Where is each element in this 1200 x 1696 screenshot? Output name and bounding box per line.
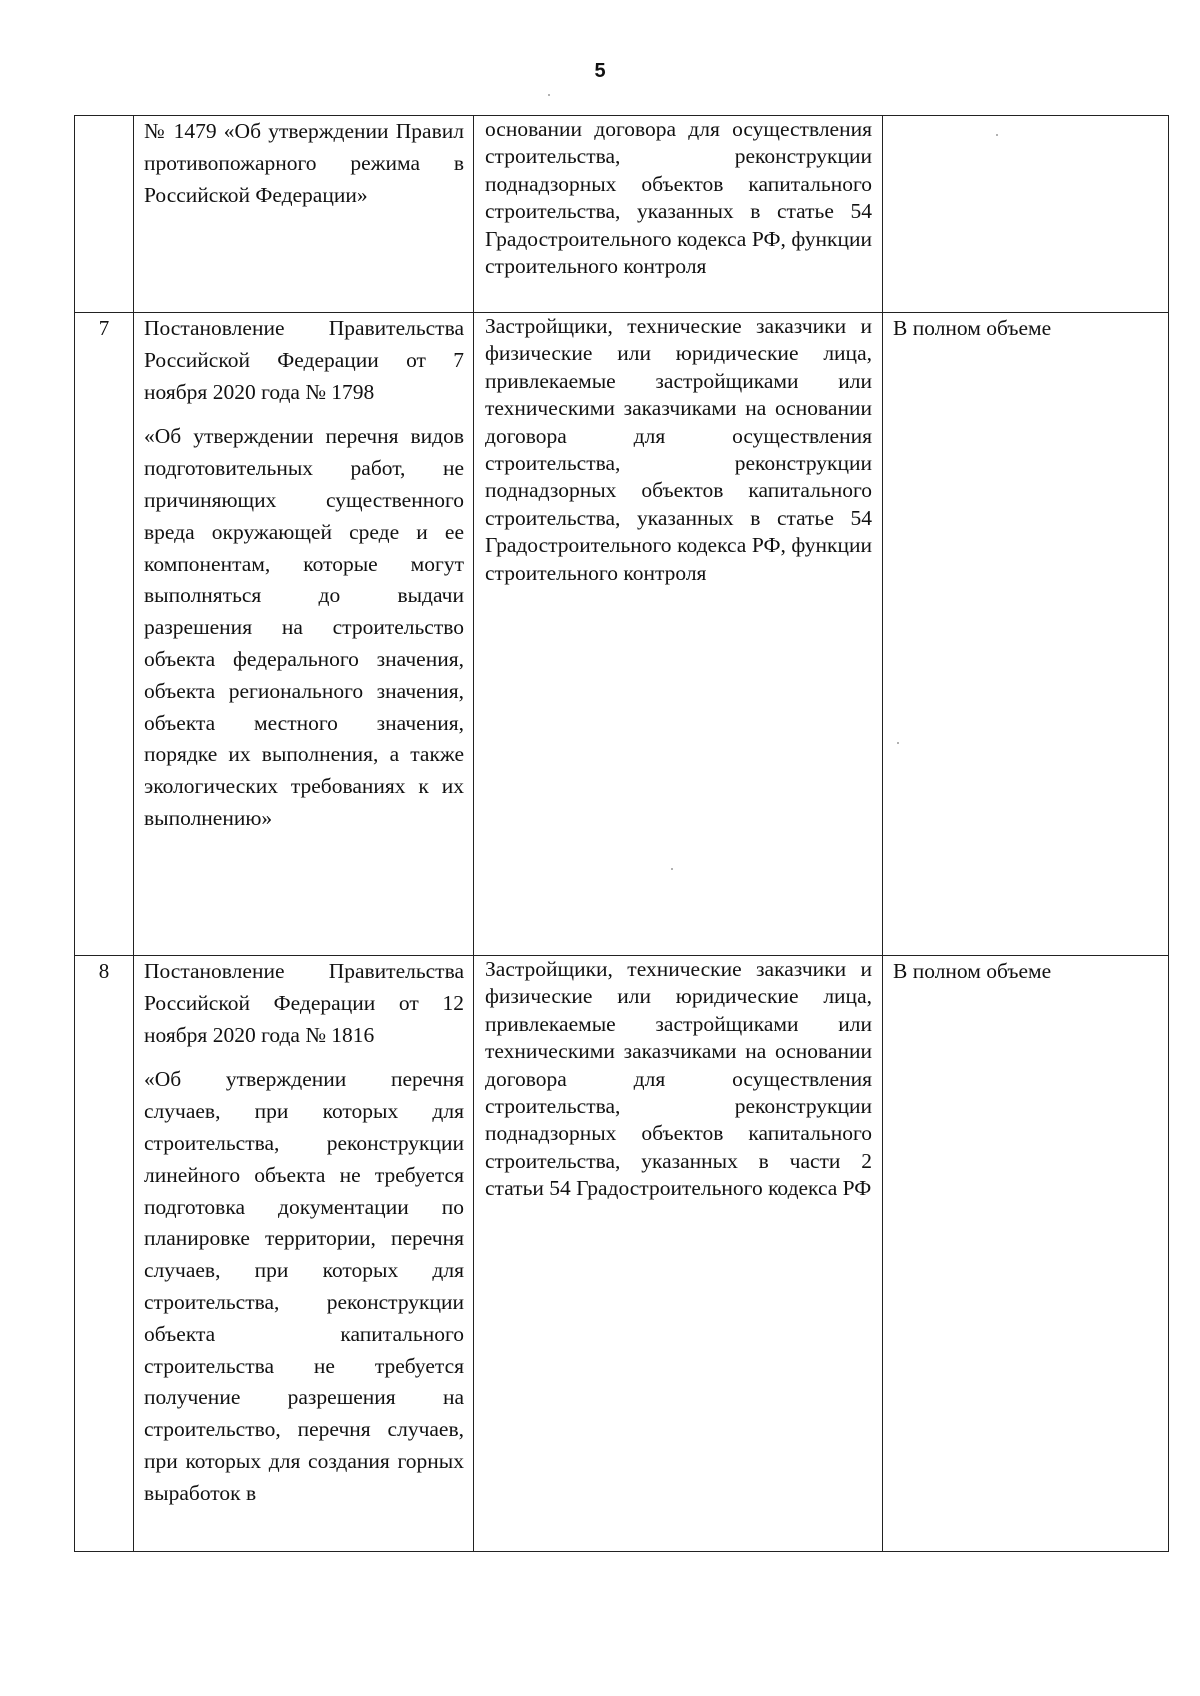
scan-speck [671, 868, 673, 870]
document-title: Постановление Правительства Российской Федерации от 7 ноября 2020 года № 1798 [144, 316, 464, 404]
subjects-cell [474, 313, 883, 956]
document-cell [134, 116, 474, 313]
row-number: 8 [98, 959, 110, 983]
scan-speck [897, 742, 899, 744]
page-number: 5 [594, 60, 606, 82]
document-text [134, 313, 473, 835]
row-number-cell [75, 313, 134, 956]
scope-cell [883, 956, 1169, 1552]
document-text [134, 116, 473, 211]
scan-speck [548, 94, 550, 96]
row-number-cell [75, 956, 134, 1552]
table-row [75, 116, 1169, 313]
scope-text: В полном объеме [893, 959, 1052, 983]
row-number: 7 [98, 316, 110, 340]
document-text [134, 956, 473, 1510]
table-row [75, 956, 1169, 1552]
scan-speck [996, 134, 998, 136]
document-cell [134, 956, 474, 1552]
document-cell [134, 313, 474, 956]
requirements-table [74, 115, 1169, 1552]
document-subject: «Об утверждении перечня случаев, при которых для строительства, реконструкции линейного объекта не требуется подготовка документации по планировке территории, перечня случаев, при которых для строительства, реконструкции объекта капитального строительства не требуется получение разрешения на строительство, перечня случаев, при которых для создания горных выработок в [144, 1067, 464, 1505]
subjects-text: основании договора для осуществления строительства, реконструкции поднадзорных объектов капитального строительства, указанных в статье 54 Градостроительного кодекса РФ, функции строительного контроля [485, 117, 872, 279]
document-title: Постановление Правительства Российской Федерации от 12 ноября 2020 года № 1816 [144, 959, 464, 1047]
subjects-cell [474, 956, 883, 1552]
table-row [75, 313, 1169, 956]
subjects-cell [474, 116, 883, 313]
subjects-text: Застройщики, технические заказчики и физические или юридические лица, привлекаемые застройщиками или техническими заказчиками на основании договора для осуществления строительства, реконструкции поднадзорных объектов капитального строительства, указанных в статье 54 Градостроительного кодекса РФ, функции строительного контроля [485, 314, 872, 585]
scope-cell [883, 313, 1169, 956]
scope-cell [883, 116, 1169, 313]
subjects-text: Застройщики, технические заказчики и физические или юридические лица, привлекаемые застройщиками или техническими заказчиками на основании договора для осуществления строительства, реконструкции поднадзорных объектов капитального строительства, указанных в части 2 статьи 54 Градостроительного кодекса РФ [485, 957, 872, 1201]
scope-text: В полном объеме [893, 316, 1052, 340]
document-paragraph: № 1479 «Об утверждении Правил противопожарного режима в Российской Федерации» [144, 119, 464, 207]
row-number-cell [75, 116, 134, 313]
document-subject: «Об утверждении перечня видов подготовительных работ, не причиняющих существенного вреда окружающей среде и ее компонентам, которые могут выполняться до выдачи разрешения на строительство объекта федерального значения, объекта регионального значения, объекта местного значения, порядке их выполнения, а также экологических требованиях к их выполнению» [144, 424, 464, 830]
